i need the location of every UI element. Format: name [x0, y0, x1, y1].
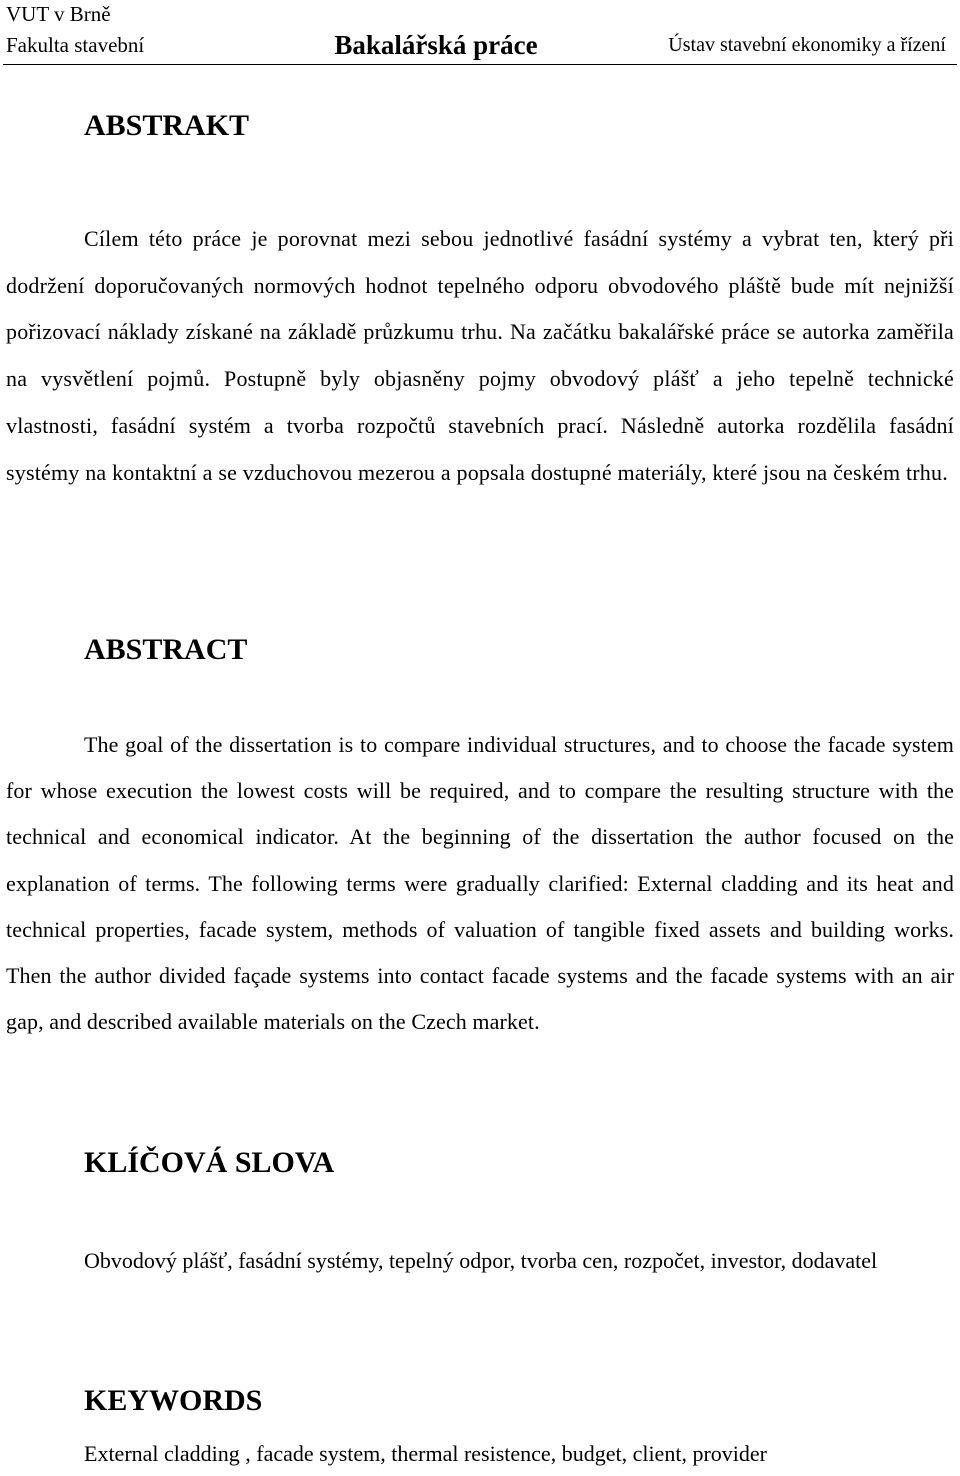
page-header	[6, 28, 946, 62]
klicova-slova-paragraph: Obvodový plášť, fasádní systémy, tepelný odpor, tvorba cen, rozpočet, investor, dodavatel	[84, 1248, 878, 1273]
abstract-paragraph: The goal of the dissertation is to compare individual structures, and to choose the facade system for whose execution the lowest costs will be required, and to compare the resulting structure with the technical and economical indicator. At the beginning of the dissertation the author focused on the explanation of terms. The following terms were gradually clarified: External cladding and its heat and technical properties, facade system, methods of valuation of tangible fixed assets and building works. Then the author divided façade systems into contact facade systems and the facade systems with an air gap, and described available materials on the Czech market.	[6, 732, 954, 1035]
abstract-heading: ABSTRACT	[84, 633, 248, 666]
keywords-heading: KEYWORDS	[84, 1384, 263, 1417]
header-university: VUT v Brně	[6, 2, 111, 26]
klicova-slova-heading: KLÍČOVÁ SLOVA	[84, 1146, 335, 1179]
header-faculty: Fakulta stavební	[6, 32, 145, 57]
keywords-paragraph: External cladding , facade system, thermal resistence, budget, client, provider	[84, 1441, 767, 1466]
abstrakt-paragraph: Cílem této práce je porovnat mezi sebou jednotlivé fasádní systémy a vybrat ten, který při dodržení doporučovaných normových hodnot tepelného odporu obvodového pláště bude mít nejnižší pořizovací náklady získané na základě průzkumu trhu. Na začátku bakalářské práce se autorka zaměřila na vysvětlení pojmů. Postupně byly objasněny pojmy obvodový plášť a jeho tepelně technické vlastnosti, fasádní systém a tvorba rozpočtů stavebních prací. Následně autorka rozdělila fasádní systémy na kontaktní a se vzduchovou mezerou a popsala dostupné materiály, které jsou na českém trhu.	[6, 226, 954, 485]
header-institute: Ústav stavební ekonomiky a řízení	[668, 33, 946, 56]
abstrakt-heading: ABSTRAKT	[84, 109, 250, 142]
header-divider	[3, 64, 957, 65]
header-document-type: Bakalářská práce	[334, 29, 538, 60]
